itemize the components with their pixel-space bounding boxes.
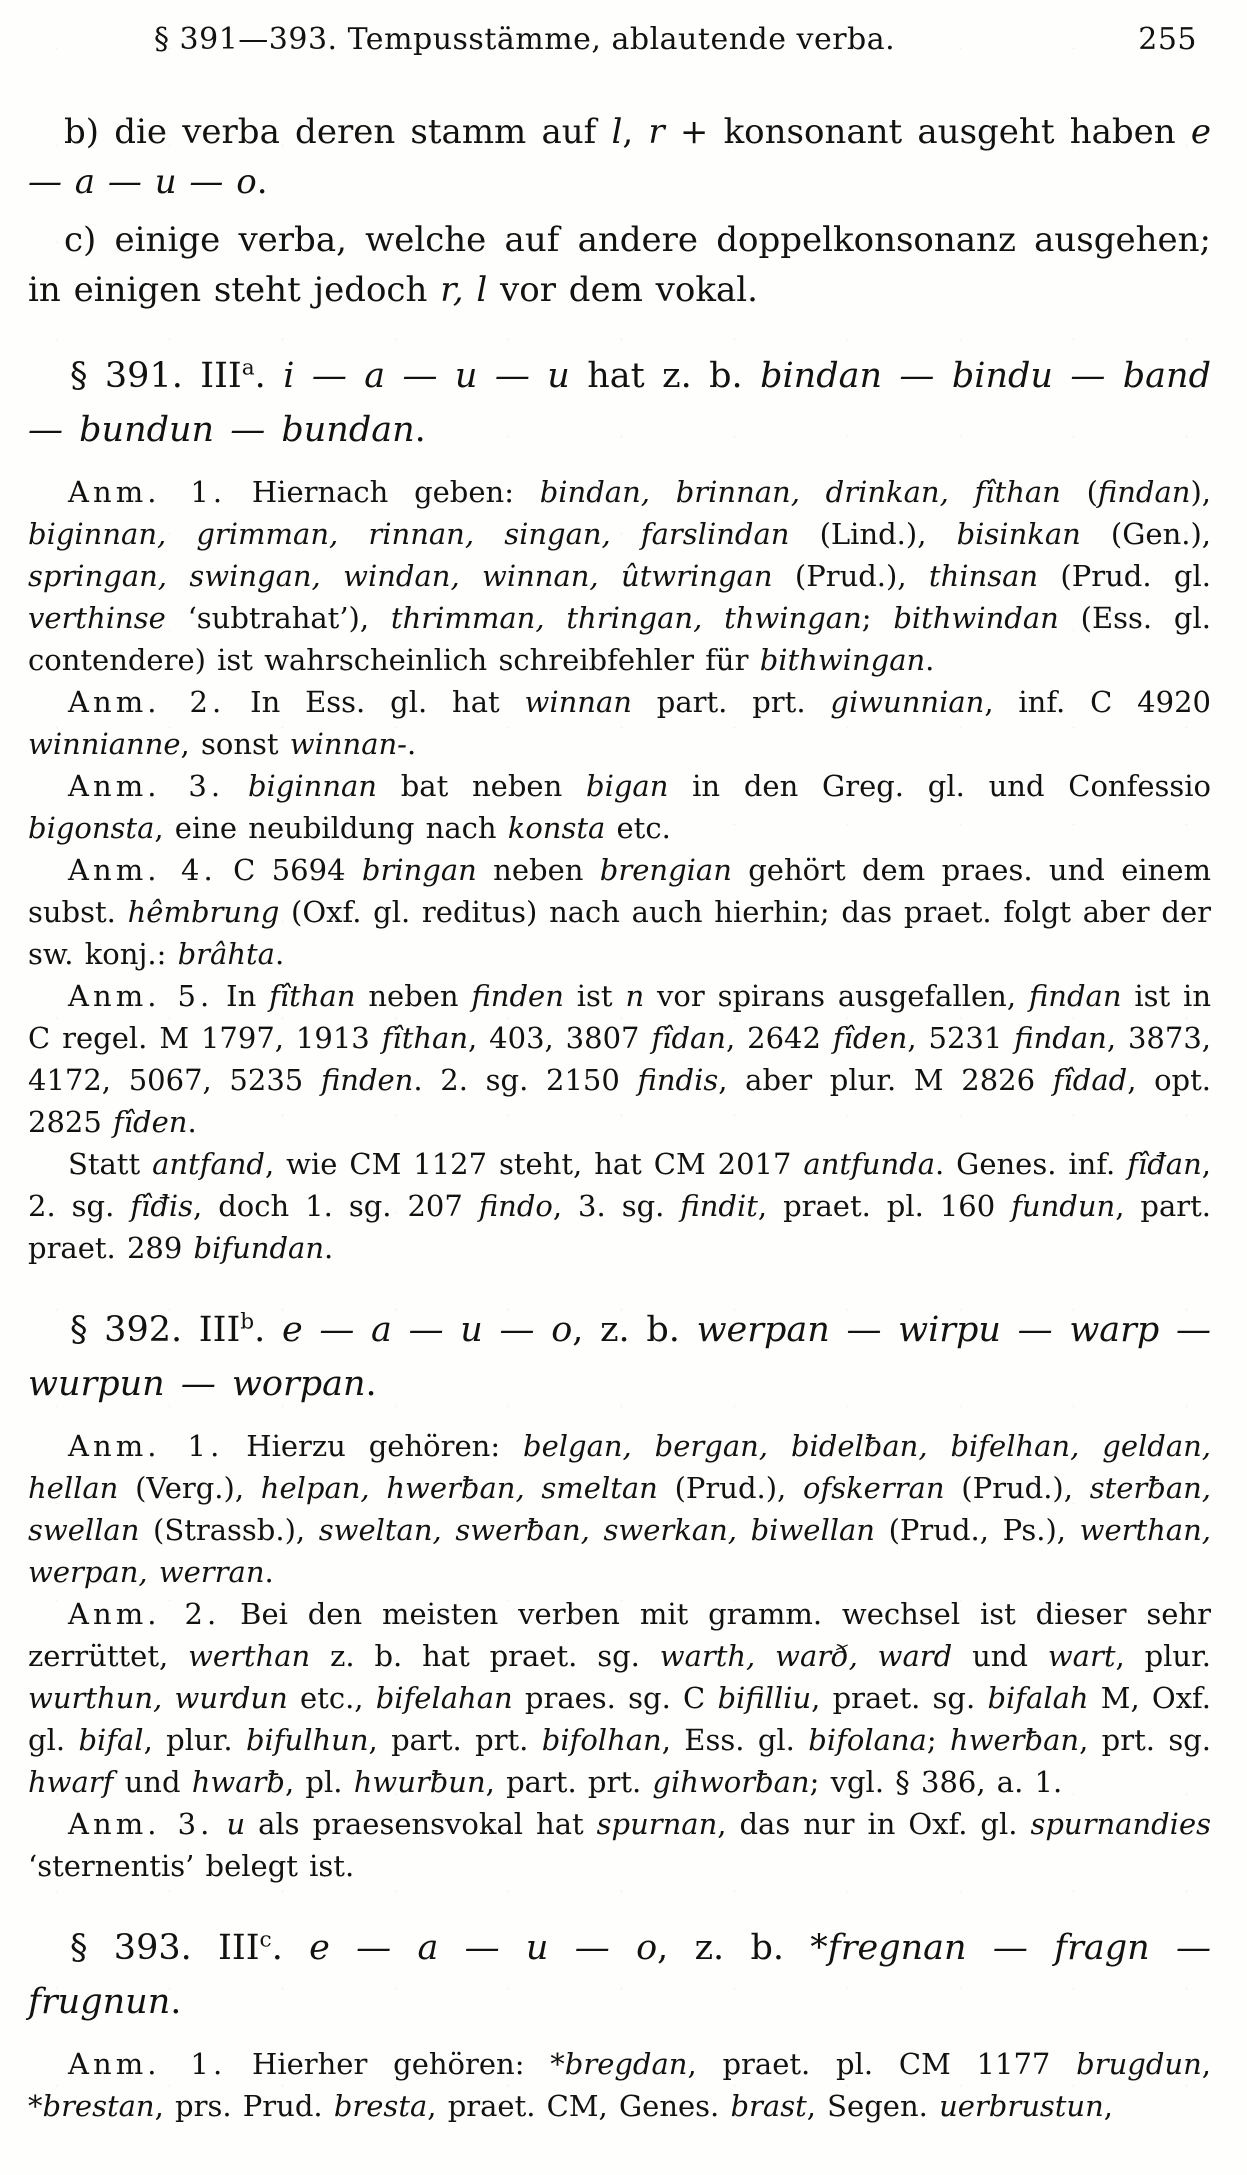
- s391-anm-5-segment: findan: [1014, 1021, 1107, 1055]
- s391-anm-5-segment: vor spirans ausgefallen,: [644, 979, 1029, 1013]
- s392-anm-2-segment: , pl.: [284, 1765, 354, 1799]
- s392-anm-2-segment: , plur.: [1115, 1639, 1211, 1673]
- section-392-heading-segment: b: [240, 1309, 255, 1335]
- s393-anm-1-segment: brugdun: [1076, 2047, 1202, 2081]
- s392-anm-2-segment: hwerƀan: [950, 1723, 1080, 1757]
- s392-anm-2-segment: hwarf: [28, 1765, 114, 1799]
- s392-anm-2-segment: ;: [926, 1723, 951, 1757]
- s391-statt-note-segment: .: [324, 1231, 334, 1265]
- s391-anm-1-segment: bithwindan: [893, 601, 1059, 635]
- section-392-heading-segment: .: [254, 1310, 282, 1350]
- section-392-heading-segment: werpan — wirpu — warp — wurpun — worpan: [28, 1310, 1211, 1404]
- s391-anm-5-segment: , 5231: [907, 1021, 1015, 1055]
- s391-anm-3-segment: bigonsta: [28, 811, 155, 845]
- s391-anm-5-segment: finden: [471, 979, 564, 1013]
- s391-anm-1-segment: (Gen.),: [1080, 517, 1212, 551]
- s393-anm-1-segment: , Segen.: [806, 2089, 940, 2123]
- s391-anm-1-segment: ‘subtrahat’),: [165, 601, 391, 635]
- s391-anm-4-segment: gehört dem praes. und einem subst.: [28, 853, 1211, 929]
- s392-anm-2-segment: M, Oxf. gl.: [28, 1681, 1211, 1757]
- s391-statt-note-segment: Statt: [68, 1147, 153, 1181]
- s391-statt-note-segment: , part. praet. 289: [28, 1189, 1211, 1265]
- section-393-heading-segment: § 393. III: [70, 1928, 260, 1968]
- s392-anm-2-segment: und: [113, 1765, 192, 1799]
- s391-anm-2-segment: winnan: [524, 685, 632, 719]
- s391-anm-4-segment: bringan: [361, 853, 477, 887]
- s392-anm-1-segment: sterƀan, swellan: [28, 1471, 1212, 1547]
- s391-anm-3-segment: etc.: [605, 811, 671, 845]
- s391-anm-5-segment: fîdan: [651, 1021, 726, 1055]
- s392-anm-2-segment: hwarƀ: [191, 1765, 285, 1799]
- section-393-heading-segment: e — a — u — o: [309, 1928, 658, 1968]
- page-number: 255: [1138, 22, 1197, 57]
- s391-anm-2-segment: winnianne: [28, 727, 181, 761]
- s391-anm-1-segment: findan: [1097, 475, 1191, 509]
- para-b: [28, 107, 1211, 207]
- s391-anm-1-segment: (: [1060, 475, 1098, 509]
- s391-anm-5-segment: findis: [637, 1063, 719, 1097]
- s391-anm-5-segment: , 2642: [725, 1021, 833, 1055]
- s391-anm-3-segment: bat neben: [376, 769, 587, 803]
- section-391-heading-segment: bindan — bindu — band — bundun — bundan: [28, 356, 1211, 450]
- section-392-heading: [28, 1303, 1211, 1411]
- s392-anm-3-segment: , das nur in Oxf. gl.: [717, 1807, 1031, 1841]
- s392-anm-1-segment: (Verg.),: [118, 1471, 261, 1505]
- s391-anm-1-segment: Hiernach geben:: [226, 475, 540, 509]
- s391-anm-5-segment: , aber plur. M 2826: [718, 1063, 1053, 1097]
- s392-anm-1-segment: belgan, bergan, bidelƀan, bifelhan, geldan, hellan: [28, 1429, 1211, 1505]
- s391-anm-3-segment: biginnan: [247, 769, 377, 803]
- s393-anm-1-segment: *bregdan: [550, 2047, 688, 2081]
- s391-anm-1-segment: (Prud.),: [772, 559, 929, 593]
- s392-anm-2-segment: bifilliu: [717, 1681, 812, 1715]
- s392-anm-2-segment: ; vgl. § 386, a. 1.: [809, 1765, 1063, 1799]
- s391-anm-1-segment: thinsan: [928, 559, 1039, 593]
- s392-anm-1-segment: Anm. 1.: [68, 1429, 224, 1463]
- s392-anm-2-segment: , plur.: [143, 1723, 246, 1757]
- para-b-segment: e — a — u — o: [28, 112, 1211, 202]
- s393-anm-1-segment: , praet. CM, Genes.: [427, 2089, 731, 2123]
- section-391-heading-segment: i — a — u — u: [283, 356, 570, 396]
- s391-anm-1-segment: .: [925, 643, 935, 677]
- s391-anm-5-segment: , 403, 3807: [468, 1021, 652, 1055]
- section-393-heading-segment: .: [170, 1982, 182, 2022]
- s391-anm-4: [28, 849, 1211, 975]
- s393-anm-1-segment: Hierher gehören:: [226, 2047, 551, 2081]
- para-c-segment: vor dem vokal.: [487, 270, 758, 310]
- section-391-heading-segment: .: [414, 410, 426, 450]
- section-393-heading-segment: .: [271, 1928, 310, 1968]
- s392-anm-2-segment: z. b. hat praet. sg.: [310, 1639, 660, 1673]
- s391-anm-1-segment: ),: [1190, 475, 1211, 509]
- s391-anm-4-segment: hêmbrung: [127, 895, 280, 929]
- s391-anm-1-segment: biginnan, grimman, rinnan, singan, farslindan: [28, 517, 790, 551]
- s391-statt-note: [28, 1143, 1211, 1269]
- s392-anm-2-segment: bifalah: [987, 1681, 1089, 1715]
- s391-statt-note-segment: fîđan: [1127, 1147, 1202, 1181]
- s391-anm-2-segment: , inf. C 4920: [984, 685, 1211, 719]
- s391-anm-2-segment: In Ess. gl. hat: [225, 685, 525, 719]
- s393-anm-1-segment: ,: [1103, 2089, 1113, 2123]
- section-391-heading: [28, 349, 1211, 457]
- s391-anm-2-segment: Anm. 2.: [68, 685, 226, 719]
- s391-anm-1-segment: springan, swingan, windan, winnan, ûtwringan: [28, 559, 773, 593]
- s391-anm-5-segment: fîthan: [269, 979, 356, 1013]
- s391-anm-4-segment: Anm. 4.: [68, 853, 217, 887]
- s392-anm-1-segment: sweltan, swerƀan, swerkan, biwellan: [318, 1513, 875, 1547]
- s391-anm-4-segment: C 5694: [216, 853, 362, 887]
- s391-statt-note-segment: antfand: [152, 1147, 265, 1181]
- s392-anm-3-segment: Anm. 3.: [68, 1807, 214, 1841]
- s391-anm-2: [28, 681, 1211, 765]
- s392-anm-1-segment: (Prud.),: [657, 1471, 804, 1505]
- s392-anm-3-segment: ‘sternentis’ belegt ist.: [28, 1849, 355, 1883]
- s391-anm-5: [28, 975, 1211, 1143]
- s392-anm-1: [28, 1425, 1211, 1593]
- s391-anm-3-segment: , eine neubildung nach: [154, 811, 508, 845]
- s393-anm-1: [28, 2043, 1211, 2127]
- s391-anm-1-segment: Anm. 1.: [68, 475, 227, 509]
- s391-anm-1-segment: bindan, brinnan, drinkan, fîthan: [539, 475, 1061, 509]
- s391-anm-1-segment: bithwingan: [759, 643, 926, 677]
- section-391-heading-segment: hat z. b.: [569, 356, 761, 396]
- s392-anm-2-segment: wart: [1047, 1639, 1116, 1673]
- para-b-segment: ,: [622, 112, 649, 152]
- s392-anm-1-segment: werthan, werpan, werran: [28, 1513, 1211, 1589]
- s392-anm-2-segment: bifal: [78, 1723, 144, 1757]
- s391-anm-3-segment: in den Greg. gl. und Confessio: [668, 769, 1211, 803]
- page-body: [28, 107, 1211, 2127]
- s392-anm-2-segment: bifolhan: [541, 1723, 662, 1757]
- s391-anm-5-segment: .: [187, 1105, 197, 1139]
- para-b-segment: l: [611, 112, 623, 152]
- s391-anm-5-segment: ist: [563, 979, 626, 1013]
- para-c: [28, 215, 1211, 315]
- s391-statt-note-segment: findit: [680, 1189, 758, 1223]
- s392-anm-2-segment: und: [952, 1639, 1048, 1673]
- section-393-heading-segment: *fregnan — fragn — frugnun: [28, 1928, 1211, 2022]
- s391-anm-2-segment: .: [406, 727, 417, 761]
- s391-anm-5-segment: , 3873, 4172, 5067, 5235: [28, 1021, 1211, 1097]
- section-393-heading-segment: , z. b.: [657, 1928, 811, 1968]
- s392-anm-2: [28, 1593, 1211, 1803]
- s391-anm-3: [28, 765, 1211, 849]
- s391-anm-5-segment: . 2. sg. 2150: [413, 1063, 638, 1097]
- s391-anm-5-segment: fîden: [113, 1105, 188, 1139]
- s392-anm-2-segment: etc.,: [287, 1681, 376, 1715]
- s392-anm-3-segment: als praesensvokal hat: [245, 1807, 597, 1841]
- s391-anm-5-segment: fîdad: [1052, 1063, 1128, 1097]
- s392-anm-2-segment: , Ess. gl.: [661, 1723, 809, 1757]
- s391-anm-1-segment: ;: [861, 601, 894, 635]
- section-392-heading-segment: .: [365, 1364, 377, 1404]
- para-b-segment: + konsonant ausgeht haben: [664, 112, 1191, 152]
- s392-anm-3-segment: spurnandies: [1030, 1807, 1211, 1841]
- s392-anm-2-segment: , praet. sg.: [811, 1681, 988, 1715]
- s391-anm-5-segment: neben: [355, 979, 472, 1013]
- s393-anm-1-segment: uerbrustun: [939, 2089, 1104, 2123]
- s391-statt-note-segment: findo: [478, 1189, 553, 1223]
- s393-anm-1-segment: , praet. pl. CM 1177: [687, 2047, 1077, 2081]
- s391-anm-5-segment: finden: [320, 1063, 414, 1097]
- section-392-heading-segment: e — a — u — o: [281, 1310, 573, 1350]
- s392-anm-3: [28, 1803, 1211, 1887]
- s393-anm-1-segment: ,: [1201, 2047, 1211, 2081]
- s391-statt-note-segment: , wie CM 1127 steht, hat CM 2017: [264, 1147, 804, 1181]
- s391-statt-note-segment: , praet. pl. 160: [757, 1189, 1012, 1223]
- s392-anm-2-segment: wurthun, wurdun: [28, 1681, 288, 1715]
- s392-anm-2-segment: , part. prt.: [368, 1723, 542, 1757]
- s392-anm-3-segment: u: [226, 1807, 246, 1841]
- s391-anm-3-segment: Anm. 3.: [68, 769, 225, 803]
- s391-anm-2-segment: winnan-: [289, 727, 407, 761]
- s392-anm-2-segment: , prt. sg.: [1079, 1723, 1212, 1757]
- s391-statt-note-segment: , 3. sg.: [552, 1189, 681, 1223]
- s391-anm-4-segment: brâhta: [177, 937, 275, 971]
- s392-anm-2-segment: werthan: [188, 1639, 311, 1673]
- s392-anm-2-segment: Anm. 2.: [68, 1597, 221, 1631]
- s391-statt-note-segment: , 2. sg.: [28, 1147, 1211, 1223]
- s391-statt-note-segment: fîđis: [130, 1189, 194, 1223]
- s392-anm-1-segment: .: [264, 1555, 274, 1589]
- s393-anm-1-segment: Anm. 1.: [68, 2047, 227, 2081]
- s392-anm-2-segment: gihworƀan: [652, 1765, 810, 1799]
- s392-anm-2-segment: Bei den meisten verben mit gramm. wechsel ist dieser sehr zerrüttet,: [28, 1597, 1211, 1673]
- section-393-heading-segment: c: [259, 1927, 272, 1953]
- s393-anm-1-segment: *brestan: [28, 2089, 155, 2123]
- s392-anm-2-segment: bifulhun: [245, 1723, 369, 1757]
- s393-anm-1-segment: bresta: [333, 2089, 428, 2123]
- s391-anm-1-segment: verthinse: [28, 601, 166, 635]
- s391-anm-4-segment: .: [274, 937, 285, 971]
- s391-statt-note-segment: , doch 1. sg. 207: [193, 1189, 479, 1223]
- s391-anm-1-segment: (Prud. gl.: [1038, 559, 1211, 593]
- s392-anm-1-segment: helpan, hwerƀan, smeltan: [260, 1471, 658, 1505]
- s392-anm-2-segment: praes. sg. C: [512, 1681, 718, 1715]
- s391-anm-4-segment: neben: [476, 853, 600, 887]
- s391-anm-1-segment: (Lind.),: [789, 517, 957, 551]
- s392-anm-3-segment: spurnan: [596, 1807, 718, 1841]
- s392-anm-2-segment: hwurƀun: [353, 1765, 486, 1799]
- s391-anm-3-segment: konsta: [507, 811, 606, 845]
- s391-anm-5-segment: n: [625, 979, 645, 1013]
- section-391-heading-segment: a: [241, 355, 255, 381]
- s391-anm-5-segment: ist in C regel. M 1797, 1913: [28, 979, 1212, 1055]
- para-b-segment: b) die verba deren stamm auf: [64, 112, 612, 152]
- s391-anm-2-segment: part. prt.: [631, 685, 831, 719]
- s391-statt-note-segment: antfunda: [803, 1147, 935, 1181]
- s392-anm-1-segment: (Prud.),: [944, 1471, 1090, 1505]
- s391-anm-5-segment: In: [213, 979, 270, 1013]
- s391-anm-5-segment: Anm. 5.: [68, 979, 214, 1013]
- section-393-heading: [28, 1921, 1211, 2029]
- s391-anm-1-segment: thrimman, thringan, thwingan: [390, 601, 862, 635]
- para-c-segment: c) einige verba, welche auf andere doppelkonsonanz ausgehen; in einigen steht jedoch: [28, 220, 1211, 310]
- s391-statt-note-segment: fundun: [1011, 1189, 1116, 1223]
- section-392-heading-segment: , z. b.: [572, 1310, 697, 1350]
- s393-anm-1-segment: brast: [730, 2089, 807, 2123]
- section-392-heading-segment: § 392. III: [70, 1310, 241, 1350]
- s392-anm-3-segment: [213, 1807, 226, 1841]
- para-b-segment: .: [256, 162, 268, 202]
- s391-anm-5-segment: findan: [1028, 979, 1122, 1013]
- s391-anm-5-segment: fîden: [832, 1021, 908, 1055]
- s393-anm-1-segment: , prs. Prud.: [154, 2089, 334, 2123]
- s391-anm-1: [28, 471, 1211, 681]
- s391-anm-5-segment: fîthan: [381, 1021, 468, 1055]
- s391-statt-note-segment: . Genes. inf.: [934, 1147, 1128, 1181]
- s392-anm-2-segment: , part. prt.: [485, 1765, 653, 1799]
- s392-anm-2-segment: bifolana: [808, 1723, 927, 1757]
- s391-anm-2-segment: , sonst: [180, 727, 290, 761]
- s391-anm-4-segment: (Oxf. gl. reditus) nach auch hierhin; das praet. folgt aber der sw. konj.:: [28, 895, 1211, 971]
- s391-statt-note-segment: bifundan: [193, 1231, 325, 1265]
- page-title: § 391—393. Tempusstämme, ablautende verba.: [154, 22, 896, 57]
- s391-anm-5-segment: , opt. 2825: [28, 1063, 1211, 1139]
- s391-anm-4-segment: brengian: [599, 853, 732, 887]
- para-c-segment: r, l: [440, 270, 488, 310]
- s392-anm-1-segment: ofskerran: [803, 1471, 945, 1505]
- s391-anm-3-segment: bigan: [586, 769, 669, 803]
- s392-anm-2-segment: bifelahan: [375, 1681, 513, 1715]
- s392-anm-1-segment: Hierzu gehören:: [223, 1429, 524, 1463]
- s391-anm-1-segment: (Ess. gl. contendere) ist wahrscheinlich schreibfehler für: [28, 601, 1211, 677]
- s392-anm-1-segment: (Strassb.),: [139, 1513, 319, 1547]
- section-391-heading-segment: .: [254, 356, 284, 396]
- para-b-segment: r: [648, 112, 665, 152]
- s391-anm-3-segment: [224, 769, 248, 803]
- s392-anm-2-segment: warth, warð, ward: [659, 1639, 953, 1673]
- s392-anm-1-segment: (Prud., Ps.),: [874, 1513, 1080, 1547]
- running-header: [28, 22, 1211, 57]
- section-391-heading-segment: § 391. III: [70, 356, 242, 396]
- s391-anm-1-segment: bisinkan: [956, 517, 1081, 551]
- s391-anm-2-segment: giwunnian: [830, 685, 985, 719]
